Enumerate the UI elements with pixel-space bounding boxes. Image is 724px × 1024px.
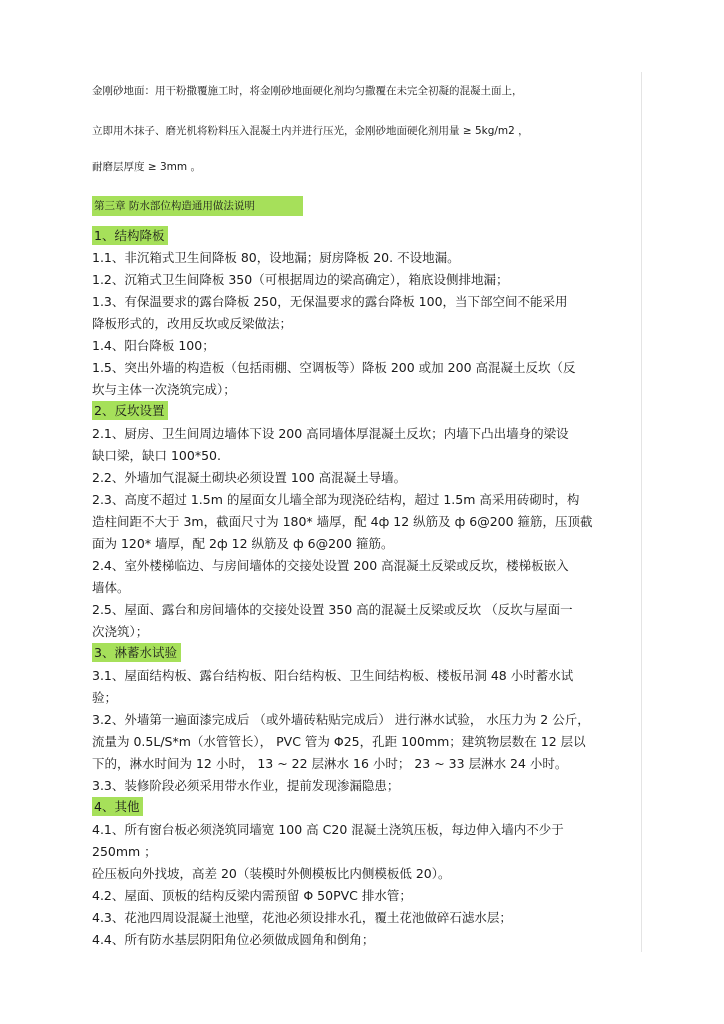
section-1-line-7: 坎与主体一次浇筑完成）； xyxy=(92,382,236,397)
section-3-line-1: 3.1、屋面结构板、露台结构板、阳台结构板、卫生间结构板、楼板吊洞 48 小时蓄水试 xyxy=(92,668,574,683)
intro-line-2: 立即用木抹子、磨光机将粉料压入混凝土内并进行压光，金刚砂地面硬化剂用量 ≥ 5kg/m2 ， xyxy=(92,125,529,137)
section-4-line-1: 4.1、所有窗台板必须浇筑同墙宽 100 高 C20 混凝土浇筑压板，每边伸入墙内不少于 xyxy=(92,822,564,837)
section-2-line-9: 2.5、屋面、露台和房间墙体的交接处设置 350 高的混凝土反梁或反坎 （反坎与屋面一 xyxy=(92,602,573,617)
section-3-line-5: 下的，淋水时间为 12 小时， 13 ~ 22 层淋水 16 小时； 23 ~ 33 层淋水 24 小时。 xyxy=(92,756,568,771)
section-4-line-2: 250mm ； xyxy=(92,844,157,859)
section-1-line-4: 降板形式的，改用反坎或反梁做法； xyxy=(92,316,293,331)
section-2-line-6: 面为 120* 墙厚，配 2ф 12 纵筋及 ф 6@200 箍筋。 xyxy=(92,536,394,551)
section-3-line-3: 3.2、外墙第一遍面漆完成后 （或外墙砖粘贴完成后） 进行淋水试验， 水压力为 2 公斤， xyxy=(92,712,590,727)
intro-line-3: 耐磨层厚度 ≥ 3mm 。 xyxy=(92,161,201,173)
section-2-line-2: 缺口梁，缺口 100*50. xyxy=(92,448,221,463)
chapter-title-text: 第三章 防水部位构造通用做法说明 xyxy=(92,196,303,216)
section-4-line-4: 4.2、屋面、顶板的结构反梁内需预留 Φ 50PVC 排水管； xyxy=(92,888,412,903)
section-1-line-1: 1.1、非沉箱式卫生间降板 80，设地漏；厨房降板 20. 不设地漏。 xyxy=(92,250,460,265)
page-right-border xyxy=(641,72,642,952)
section-1-line-5: 1.4、阳台降板 100； xyxy=(92,338,215,353)
section-2-line-3: 2.2、外墙加气混凝土砌块必须设置 100 高混凝土导墙。 xyxy=(92,470,407,485)
section-heading xyxy=(92,228,168,244)
section-1-line-2: 1.2、沉箱式卫生间降板 350（可根据周边的梁高确定），箱底设侧排地漏； xyxy=(92,272,509,287)
section-2-line-10: 次浇筑）； xyxy=(92,624,149,639)
section-4-heading: 4、其他 xyxy=(92,797,143,816)
section-2-line-4: 2.3、高度不超过 1.5m 的屋面女儿墙全部为现浇砼结构，超过 1.5m 高采用砖砌时，构 xyxy=(92,492,580,507)
chapter-title xyxy=(92,196,303,216)
section-1-line-3: 1.3、有保温要求的露台降板 250，无保温要求的露台降板 100，当下部空间不能采用 xyxy=(92,294,568,309)
section-2-line-7: 2.4、室外楼梯临边、与房间墙体的交接处设置 200 高混凝土反梁或反坎，楼梯板嵌入 xyxy=(92,558,569,573)
section-3-line-6: 3.3、装修阶段必须采用带水作业，提前发现渗漏隐患； xyxy=(92,778,400,793)
section-3-line-2: 验； xyxy=(92,690,118,705)
section-1-line-6: 1.5、突出外墙的构造板（包括雨棚、空调板等）降板 200 或加 200 高混凝土反坎（反 xyxy=(92,360,576,375)
section-3-heading: 3、淋蓄水试验 xyxy=(92,643,181,662)
section-4-line-6: 4.4、所有防水基层阴阳角位必须做成圆角和倒角； xyxy=(92,932,375,947)
section-2-line-8: 墙体。 xyxy=(92,580,130,595)
section-4-line-3: 砼压板向外找坡，高差 20（装模时外侧模板比内侧模板低 20）。 xyxy=(92,866,451,881)
section-2-line-1: 2.1、厨房、卫生间周边墙体下设 200 高同墙体厚混凝土反坎；内墙下凸出墙身的梁设 xyxy=(92,426,569,441)
intro-line-1: 金刚砂地面：用干粉撒覆施工时，将金刚砂地面硬化剂均匀撒覆在未完全初凝的混凝土面上， xyxy=(92,85,523,97)
section-heading xyxy=(92,645,181,661)
section-2-heading: 2、反坎设置 xyxy=(92,401,168,420)
section-4-line-5: 4.3、花池四周设混凝土池壁，花池必须设排水孔，覆土花池做碎石滤水层； xyxy=(92,910,512,925)
section-2-line-5: 造柱间距不大于 3m，截面尺寸为 180* 墙厚，配 4ф 12 纵筋及 ф 6@200 箍筋，压顶截 xyxy=(92,514,593,529)
section-heading xyxy=(92,403,168,419)
section-1-heading: 1、结构降板 xyxy=(92,226,168,245)
section-3-line-4: 流量为 0.5L/S*m（水管管长）， PVC 管为 Φ25，孔距 100mm；建筑物层数在 12 层以 xyxy=(92,734,586,749)
section-heading xyxy=(92,799,143,815)
